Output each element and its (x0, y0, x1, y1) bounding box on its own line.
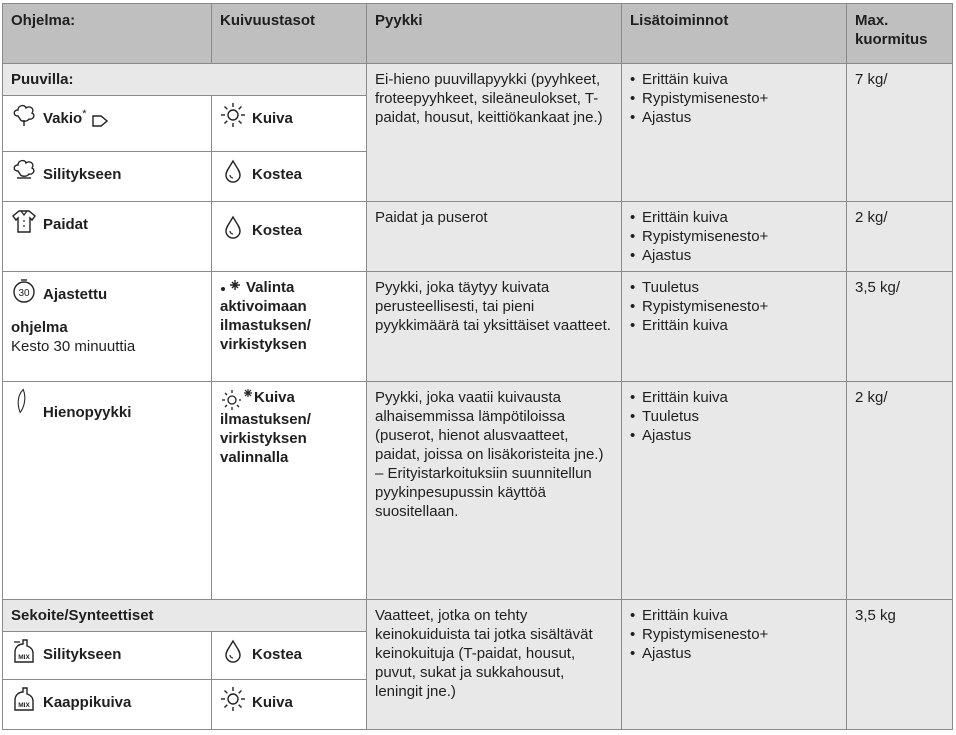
program-cell (3, 152, 212, 202)
cotton-extra-item: • Rypistymisenesto+ (630, 89, 838, 108)
fan-icon (220, 278, 246, 294)
dryness-label: Kuiva (252, 694, 293, 711)
timed-maxload: 3,5 kg/ (847, 272, 953, 382)
shirts-extra-item: • Erittäin kuiva (630, 208, 838, 227)
timed-row (3, 272, 953, 382)
program-cell (3, 202, 212, 272)
sun-icon (220, 686, 246, 712)
program-cell (3, 632, 212, 680)
program-name: Paidat (43, 216, 89, 233)
program-note: Kesto 30 minuuttia (11, 338, 136, 355)
cotton-group-row (3, 64, 953, 96)
header-maxload: Max. kuormitus (847, 4, 953, 64)
synthetic-extra-item: • Rypistymisenesto+ (630, 625, 838, 644)
program-table (2, 3, 953, 730)
dryness-cell (212, 680, 367, 730)
delicate-laundry: Pyykki, joka vaatii kuivausta alhaisemmissa lämpötiloissa (puserot, hienot alusvaatteet, paidat, joissa on lisäkoristeita jne.) – Erityistarkoituksiin suunnitellun pyykinpesupussin käyttöä suositellaan. (367, 382, 622, 600)
delicate-extras (622, 382, 847, 600)
cotton-group-label: Puuvilla: (3, 64, 367, 96)
eco-icon (92, 113, 108, 125)
timed-laundry: Pyykki, joka täytyy kuivata perusteellisesti, tai pieni pyykkimäärä tai yksittäiset vaatteet. (367, 272, 622, 382)
program-name-line2: ohjelma (11, 319, 68, 336)
synthetic-extras (622, 600, 847, 730)
drop-icon (220, 158, 246, 184)
header-laundry: Pyykki (367, 4, 622, 64)
synthetic-maxload: 3,5 kg (847, 600, 953, 730)
shirts-row (3, 202, 953, 272)
program-cell (3, 680, 212, 730)
synthetic-group-label: Sekoite/Synteettiset (3, 600, 367, 632)
mix-label: MIX (18, 654, 30, 661)
dryness-label: Valinta aktivoimaan ilmastuksen/ virkistyksen (220, 279, 311, 353)
dryness-cell (212, 272, 367, 382)
dryness-label: Kuiva ilmastuksen/ virkistyksen valinnalla (220, 389, 311, 466)
drop-icon (220, 214, 246, 240)
synthetic-extra-item: • Ajastus (630, 644, 838, 663)
sun-icon (220, 102, 246, 128)
program-name: Kaappikuiva (43, 694, 132, 711)
dryness-label: Kostea (252, 646, 303, 663)
cotton-laundry: Ei-hieno puuvillapyykki (pyyhkeet, froteepyyhkeet, sileäneulokset, T-paidat, housut, keittiökankaat jne.) (367, 64, 622, 202)
dryness-label: Kuiva (252, 110, 293, 127)
cotton-extras (622, 64, 847, 202)
shirts-maxload: 2 kg/ (847, 202, 953, 272)
dryness-cell (212, 632, 367, 680)
dryness-cell (212, 152, 367, 202)
dryness-cell (212, 202, 367, 272)
shirts-extra-item: • Ajastus (630, 246, 838, 265)
shirts-extras (622, 202, 847, 272)
program-cell (3, 272, 212, 382)
program-name: Silitykseen (43, 646, 122, 663)
program-suffix: * (82, 108, 87, 120)
shirt-icon (11, 208, 37, 234)
program-name: Vakio (43, 110, 83, 127)
delicate-extra-item: • Erittäin kuiva (630, 388, 838, 407)
delicate-row (3, 382, 953, 600)
timed-extra-item: • Tuuletus (630, 278, 838, 297)
drop-icon (220, 638, 246, 664)
cotton-extra-item: • Erittäin kuiva (630, 70, 838, 89)
header-extras: Lisätoiminnot (622, 4, 847, 64)
program-cell (3, 382, 212, 600)
dryness-label: Kostea (252, 166, 303, 183)
program-name: Silitykseen (43, 166, 122, 183)
program-name-line1: Ajastettu (43, 286, 108, 303)
cotton-maxload: 7 kg/ (847, 64, 953, 202)
shirts-extra-item: • Rypistymisenesto+ (630, 227, 838, 246)
timed-extras (622, 272, 847, 382)
header-dryness: Kuivuustasot (212, 4, 367, 64)
program-name: Hienopyykki (43, 404, 132, 421)
timed-extra-item: • Rypistymisenesto+ (630, 297, 838, 316)
delicate-extra-item: • Ajastus (630, 426, 838, 445)
cotton-extra-item: • Ajastus (630, 108, 838, 127)
feather-icon (11, 388, 37, 422)
cotton-iron-icon (11, 158, 37, 184)
mix-label: MIX (18, 702, 30, 709)
mix-icon (11, 686, 37, 712)
header-row (3, 4, 953, 64)
synthetic-laundry: Vaatteet, jotka on tehty keinokuiduista tai jotka sisältävät keinokuituja (T-paidat, housut, puvut, sukat ja sukkahousut, leningit jne.) (367, 600, 622, 730)
delicate-extra-item: • Tuuletus (630, 407, 838, 426)
dryness-label: Kostea (252, 222, 303, 239)
program-cell (3, 96, 212, 152)
synthetic-extra-item: • Erittäin kuiva (630, 606, 838, 625)
cotton-icon (11, 102, 37, 128)
timer-30-icon (11, 278, 37, 304)
header-program: Ohjelma: (3, 4, 212, 64)
timer-value: 30 (18, 288, 30, 299)
shirts-laundry: Paidat ja puserot (367, 202, 622, 272)
timed-extra-item: • Erittäin kuiva (630, 316, 838, 335)
delicate-maxload: 2 kg/ (847, 382, 953, 600)
synthetic-group-row (3, 600, 953, 632)
dryness-cell (212, 96, 367, 152)
dryness-cell (212, 382, 367, 600)
sun-fan-icon (220, 388, 254, 410)
mix-iron-icon (11, 638, 37, 664)
